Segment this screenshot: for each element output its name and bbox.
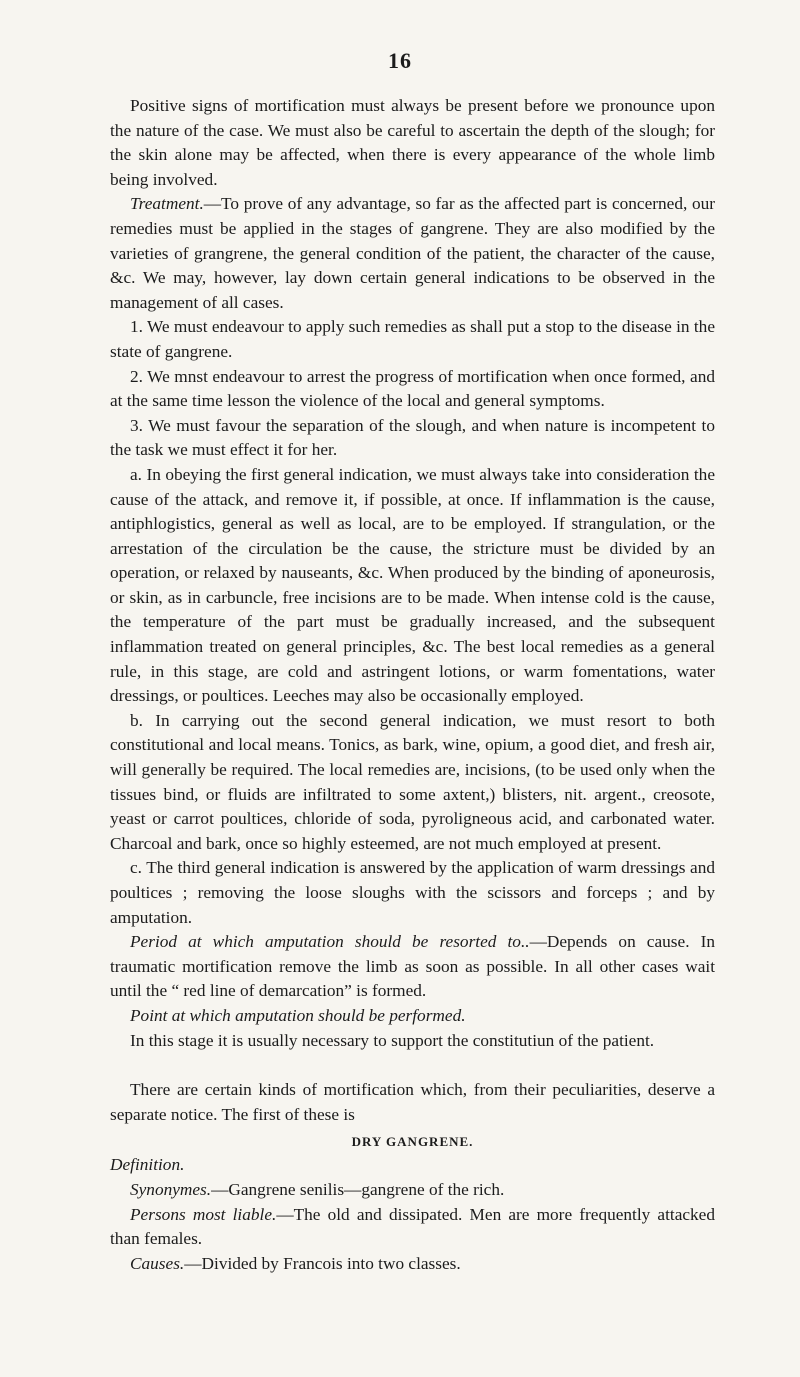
paragraph-special-kinds: There are certain kinds of mortification which, from their peculiarities, deserve a separate notice. The first of these is	[110, 1080, 715, 1124]
point-text: In this stage it is usually necessary to support the constitutiun of the patient.	[130, 1030, 655, 1050]
paragraph-synonymes	[110, 1178, 715, 1203]
page-number: 16	[388, 48, 412, 73]
body-text	[110, 94, 715, 1276]
causes-text: —Divided by Francois into two classes.	[184, 1253, 461, 1273]
treatment-text: —To prove of any advantage, so far as the affected part is concerned, our remedies must be applied in the stages of gangrene. They are also modified by the varieties of grangrene, the general condition of the patient, the character of the cause, &c. We may, however, lay down certain general indications to be observed in the management of all cases.	[110, 194, 715, 312]
section-heading-dry-gangrene: DRY GANGRENE.	[351, 1134, 474, 1150]
paragraph-b: b. In carrying out the second general indication, we must resort to both constitutional and local means. Tonics, as bark, wine, opium, a good diet, and fresh air, will generally be required. The local remedies are, incisions, (to be used only when the tissues bind, or fluids are infiltrated to some axtent,) blisters, nit. argent., creosote, yeast or carrot poultices, chloride of soda, pyroligneous acid, and carbonated water. Charcoal and bark, once so highly esteemed, are not much employed at present.	[110, 710, 715, 853]
paragraph-a: a. In obeying the first general indication, we must always take into consideration the cause of the attack, and remove it, if possible, at once. If inflammation is the cause, antiphlogistics, general as well as local, are to be employed. If strangulation, or the arrestation of the circulation be the cause, the stricture must be divided by an operation, or relaxed by nauseants, &c. When produced by the binding of aponeurosis, or skin, as in carbuncle, free incisions are to be made. When intense cold is the cause, the temperature of the part must be gradually increased, and the subsequent inflammation treated on general principles, &c. The best local remedies as a general rule, in this stage, are cold and astringent lotions, or warm fomentations, water dressings, or poultices. Leeches may also be occasionally employed.	[110, 464, 715, 706]
period-text: —Depends on cause. In traumatic mortification remove the limb as soon as possible. In all other cases wait until the “ red line of demarcation” is formed.	[110, 932, 715, 1001]
paragraph-treatment	[110, 192, 715, 315]
paragraph-positive-signs: Positive signs of mortification must always be present before we pronounce upon the nature of the case. We must also be careful to ascertain the depth of the slough; for the skin alone may be affected, when there is every appearance of the whole limb being involved.	[110, 96, 715, 189]
paragraph-c: c. The third general indication is answered by the application of warm dressings and poultices ; removing the loose sloughs with the scissors and forceps ; and by amputation.	[110, 858, 715, 927]
persons-label: Persons most liable.	[130, 1204, 277, 1224]
paragraph-causes	[110, 1252, 715, 1277]
indication-3: 3. We must favour the separation of the slough, and when nature is incompetent to the task we must effect it for her.	[110, 415, 715, 460]
treatment-label: Treatment.	[130, 194, 204, 214]
point-heading	[110, 1004, 715, 1029]
paragraph-period	[110, 930, 715, 1004]
causes-label: Causes.	[130, 1253, 185, 1273]
synonymes-label: Synonymes.	[130, 1179, 212, 1199]
persons-text: —The old and dissipated. Men are more frequently attacked than females.	[110, 1204, 715, 1249]
definition-label: Definition.	[110, 1155, 185, 1175]
indication-1: 1. We must endeavour to apply such remedies as shall put a stop to the disease in the state of gangrene.	[110, 317, 715, 361]
definition-heading	[110, 1153, 715, 1178]
point-label: Point at which amputation should be performed.	[130, 1005, 466, 1025]
synonymes-text: —Gangrene senilis—gangrene of the rich.	[211, 1179, 505, 1199]
period-label: Period at which amputation should be resorted to..	[130, 932, 530, 952]
indication-2: 2. We mnst endeavour to arrest the progress of mortification when once formed, and at the same time lesson the violence of the local and general symptoms.	[110, 366, 715, 411]
paragraph-persons-liable	[110, 1203, 715, 1252]
